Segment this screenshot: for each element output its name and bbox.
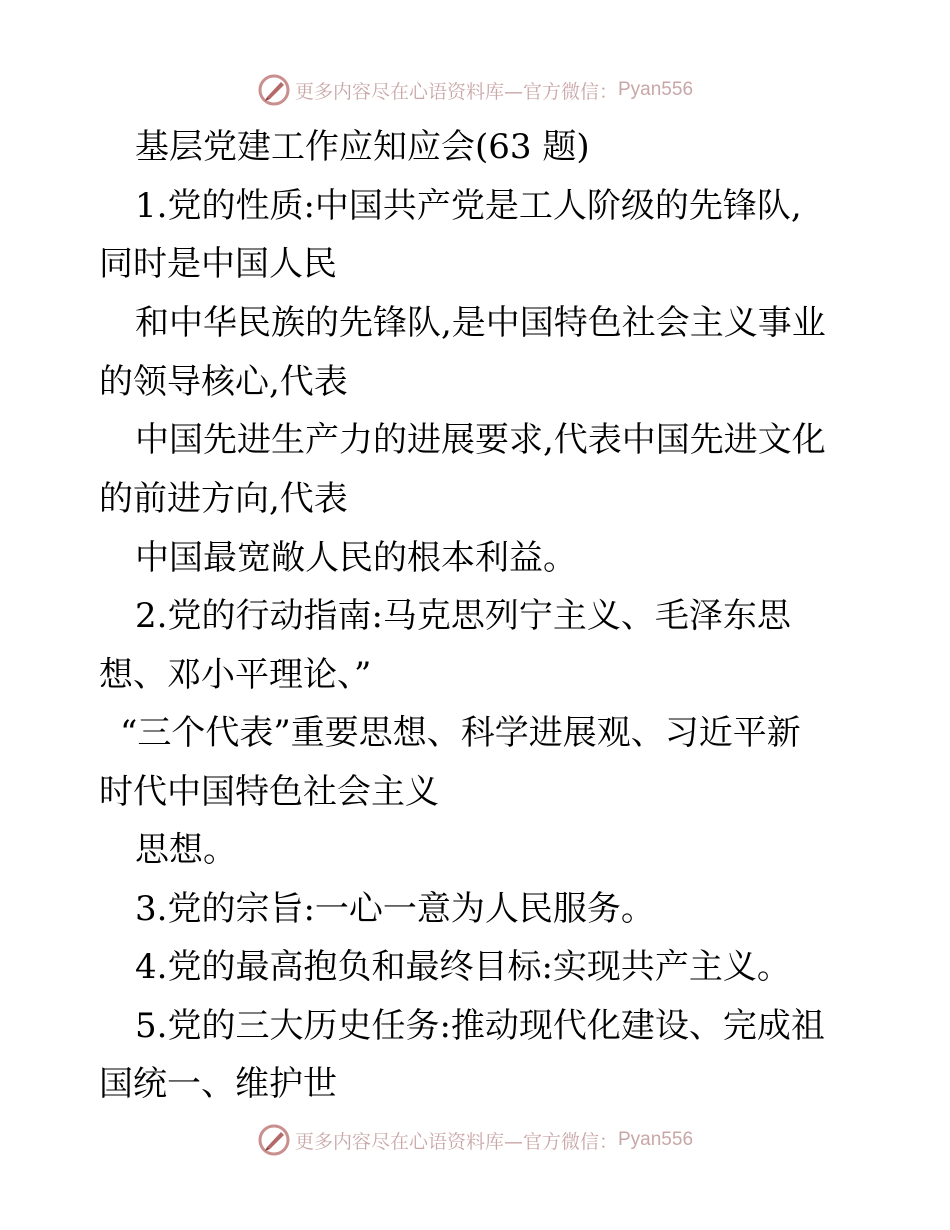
paragraph-line: 4.党的最高抱负和最终目标:实现共产主义。 <box>135 947 791 987</box>
pen-logo-icon <box>257 1123 291 1157</box>
paragraph-line: 中国先进生产力的进展要求,代表中国先进文化 <box>135 420 826 460</box>
paragraph-line: 和中华民族的先锋队,是中国特色社会主义事业 <box>135 303 826 343</box>
header-watermark <box>0 72 950 108</box>
paragraph-line: 中国最宽敞人民的根本利益。 <box>135 538 577 578</box>
watermark-wechat-id: Pyan556 <box>618 79 694 100</box>
footer-watermark <box>0 1122 950 1158</box>
watermark-text: 更多内容尽在心语资料库—官方微信： <box>294 80 618 103</box>
paragraph-line: 的前进方向,代表 <box>99 479 348 519</box>
paragraph-line: “三个代表”重要思想、科学进展观、习近平新 <box>120 713 801 753</box>
paragraph-line: 同时是中国人民 <box>99 244 337 284</box>
paragraph-line: 想、邓小平理论、” <box>99 655 372 695</box>
paragraph-line: 3.党的宗旨:一心一意为人民服务。 <box>135 889 655 929</box>
pen-logo-icon <box>257 73 291 107</box>
document-title: 基层党建工作应知应会(63 题) <box>135 127 590 167</box>
watermark-wechat-id: Pyan556 <box>618 1129 694 1150</box>
paragraph-line: 5.党的三大历史任务:推动现代化建设、完成祖 <box>135 1006 825 1046</box>
paragraph-line: 1.党的性质:中国共产党是工人阶级的先锋队, <box>135 186 802 226</box>
paragraph-line: 时代中国特色社会主义 <box>99 772 439 812</box>
paragraph-line: 的领导核心,代表 <box>99 362 348 402</box>
paragraph-line: 思想。 <box>135 830 237 870</box>
watermark-text: 更多内容尽在心语资料库—官方微信： <box>294 1130 618 1153</box>
paragraph-line: 国统一、维护世 <box>99 1064 337 1104</box>
paragraph-line: 2.党的行动指南:马克思列宁主义、毛泽东思 <box>135 596 791 636</box>
